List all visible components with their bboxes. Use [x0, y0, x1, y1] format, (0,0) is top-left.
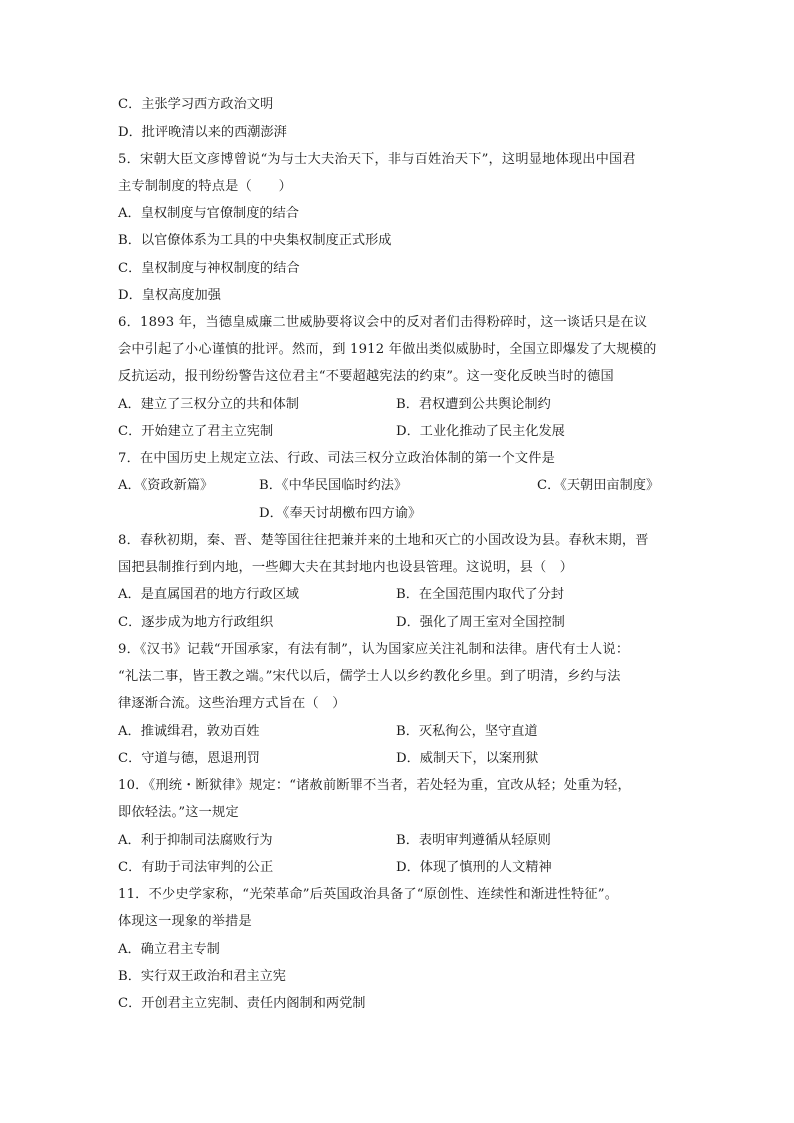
q5-option-d: D．皇权高度加强	[118, 288, 221, 303]
q5-option-a: A．皇权制度与官僚制度的结合	[118, 206, 299, 221]
q7-option-a: A．《资政新篇》	[118, 478, 214, 493]
q10-stem-line-1: 10．《刑统・断狱律》规定：“诸赦前断罪不当者，若处轻为重，宜改从轻；处重为轻，	[118, 778, 631, 793]
q8-option-b: B．在全国范围内取代了分封	[396, 587, 564, 602]
q6-option-a: A．建立了三权分立的共和体制	[118, 397, 299, 412]
q11-option-c: C．开创君主立宪制、责任内阁制和两党制	[118, 996, 366, 1011]
q4-option-c: C．主张学习西方政治文明	[118, 97, 274, 112]
q7-option-c: C．《天朝田亩制度》	[537, 478, 660, 493]
q10-option-a: A．利于抑制司法腐败行为	[118, 833, 273, 848]
q7-option-b: B．《中华民国临时约法》	[259, 478, 408, 493]
q8-option-a: A．是直属国君的地方行政区域	[118, 587, 299, 602]
q5-stem-line-1: 5．宋朝大臣文彦博曾说“为与士大夫治天下，非与百姓治天下”，这明显地体现出中国君	[118, 152, 636, 167]
q9-option-c: C．守道与德，恩退刑罚	[118, 751, 260, 766]
q9-stem-line-3: 律逐渐合流。这些治理方式旨在（ ）	[118, 696, 346, 711]
q6-option-c: C．开始建立了君主立宪制	[118, 424, 274, 439]
q10-option-d: D．体现了慎刑的人文精神	[396, 860, 552, 875]
q6-option-b: B．君权遭到公共舆论制约	[396, 397, 551, 412]
q7-option-d: D．《奉天讨胡檄布四方谕》	[259, 506, 422, 521]
q6-stem-line-1: 6．1893 年，当德皇威廉二世威胁要将议会中的反对者们击得粉碎时，这一谈话只是在议	[118, 315, 648, 330]
q9-option-a: A．推诚缉君，敦劝百姓	[118, 724, 260, 739]
q5-option-b: B．以官僚体系为工具的中央集权制度正式形成	[118, 233, 392, 248]
q5-option-c: C．皇权制度与神权制度的结合	[118, 261, 300, 276]
q6-option-d: D．工业化推动了民主化发展	[396, 424, 565, 439]
q11-stem-line-1: 11．不少史学家称，“光荣革命”后英国政治具备了“原创性、连续性和渐进性特征”。	[118, 887, 619, 902]
q8-option-c: C．逐步成为地方行政组织	[118, 615, 274, 630]
q10-option-c: C．有助于司法审判的公正	[118, 860, 274, 875]
q9-stem-line-1: 9．《汉书》记载“开国承家，有法有制”，认为国家应关注礼制和法律。唐代有士人说：	[118, 642, 630, 657]
q11-option-a: A．确立君主专制	[118, 942, 220, 957]
q8-stem-line-1: 8．春秋初期，秦、晋、楚等国往往把兼并来的土地和灭亡的小国改设为县。春秋末期，晋	[118, 533, 649, 548]
q10-stem-line-2: 即依轻法。”这一规定	[118, 805, 239, 820]
q8-stem-line-2: 国把县制推行到内地，一些卿大夫在其封地内也设县管理。这说明，县（ ）	[118, 560, 574, 575]
q6-stem-line-3: 反抗运动，报刊纷纷警告这位君主“不要超越宪法的约束”。这一变化反映当时的德国	[118, 369, 614, 384]
q7-stem-line-1: 7．在中国历史上规定立法、行政、司法三权分立政治体制的第一个文件是	[118, 451, 555, 466]
q9-option-b: B．灭私徇公，坚守直道	[396, 724, 538, 739]
q11-stem-line-2: 体现这一现象的举措是	[118, 914, 252, 929]
q9-option-d: D．威制天下，以案刑狱	[396, 751, 539, 766]
q5-stem-line-2: 主专制制度的特点是（ ）	[118, 179, 293, 194]
q10-option-b: B．表明审判遵循从轻原则	[396, 833, 551, 848]
q4-option-d: D．批评晚清以来的西潮澎湃	[118, 125, 287, 140]
q9-stem-line-2: “礼法二事，皆王教之端。”宋代以后，儒学士人以乡约教化乡里。到了明清，乡约与法	[118, 669, 621, 684]
q8-option-d: D．强化了周王室对全国控制	[396, 615, 565, 630]
q6-stem-line-2: 会中引起了小心谨慎的批评。然而，到 1912 年做出类似威胁时，全国立即爆发了大规模的	[118, 342, 657, 357]
q11-option-b: B．实行双王政治和君主立宪	[118, 969, 286, 984]
